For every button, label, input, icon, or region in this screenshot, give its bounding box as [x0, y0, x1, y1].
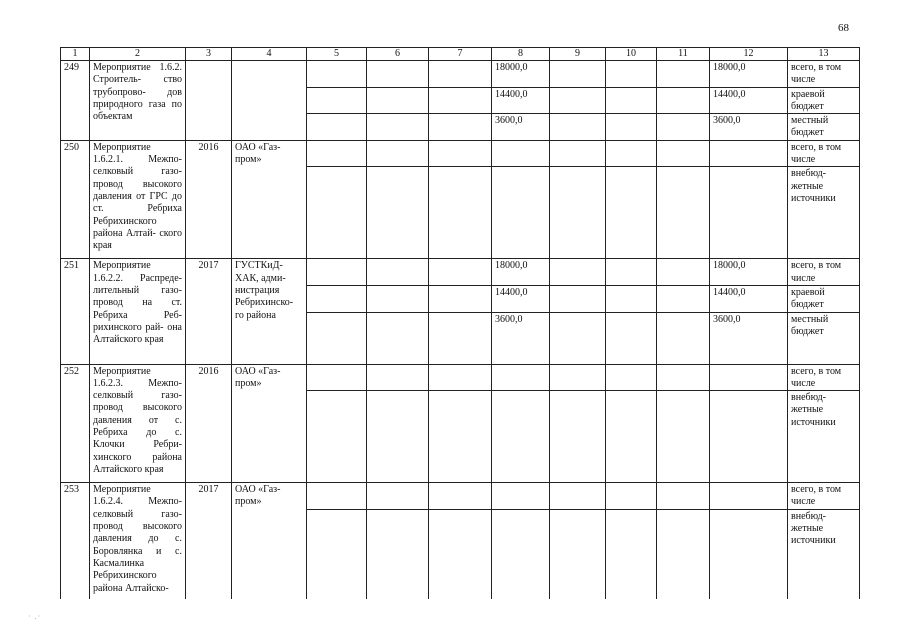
empty-cell	[550, 509, 606, 599]
value-col-12: 18000,0	[710, 259, 788, 286]
empty-cell	[550, 114, 606, 141]
col-header: 13	[788, 48, 860, 61]
empty-cell	[367, 140, 429, 167]
empty-cell	[550, 391, 606, 483]
measure-name: Мероприятие 1.6.2.1. Межпо- селковый газо- провод высокого давления от ГРС до ст. Ребриха Ребрихинского района Алтай- ского края	[90, 140, 186, 259]
empty-cell	[367, 114, 429, 141]
table-row	[61, 61, 860, 88]
empty-cell	[307, 483, 367, 510]
value-col-8	[492, 167, 550, 259]
empty-cell	[429, 285, 492, 312]
page-number: 68	[838, 22, 849, 34]
empty-cell	[367, 167, 429, 259]
empty-cell	[367, 285, 429, 312]
scan-artifact: · .·	[28, 612, 42, 621]
measure-year: 2017	[186, 259, 232, 364]
empty-cell	[657, 61, 710, 88]
empty-cell	[429, 312, 492, 364]
value-col-8: 14400,0	[492, 87, 550, 114]
empty-cell	[657, 167, 710, 259]
col-header: 10	[606, 48, 657, 61]
empty-cell	[367, 87, 429, 114]
funding-source: внебюд- жетные источники	[788, 391, 860, 483]
value-col-8: 3600,0	[492, 114, 550, 141]
empty-cell	[657, 114, 710, 141]
empty-cell	[657, 259, 710, 286]
col-header: 7	[429, 48, 492, 61]
empty-cell	[429, 483, 492, 510]
measure-executor: ОАО «Газ- пром»	[232, 364, 307, 483]
value-col-12	[710, 391, 788, 483]
empty-cell	[429, 509, 492, 599]
empty-cell	[606, 509, 657, 599]
col-header: 5	[307, 48, 367, 61]
value-col-8	[492, 140, 550, 167]
empty-cell	[367, 61, 429, 88]
empty-cell	[606, 61, 657, 88]
table-row	[61, 364, 860, 391]
value-col-12	[710, 167, 788, 259]
empty-cell	[657, 364, 710, 391]
empty-cell	[657, 285, 710, 312]
funding-source: краевой бюджет	[788, 285, 860, 312]
measure-name: Мероприятие 1.6.2.4. Межпо- селковый газо- провод высокого давления до с. Боровлянка и с. Касмалинка Ребрихинского района Алтайско-	[90, 483, 186, 599]
table-row	[61, 483, 860, 510]
header-row	[61, 48, 860, 61]
empty-cell	[307, 259, 367, 286]
empty-cell	[657, 312, 710, 364]
empty-cell	[606, 483, 657, 510]
funding-source: всего, в том числе	[788, 259, 860, 286]
empty-cell	[429, 364, 492, 391]
empty-cell	[367, 509, 429, 599]
empty-cell	[606, 114, 657, 141]
empty-cell	[307, 509, 367, 599]
empty-cell	[307, 140, 367, 167]
col-header: 6	[367, 48, 429, 61]
funding-source: всего, в том числе	[788, 140, 860, 167]
measure-year: 2017	[186, 483, 232, 599]
empty-cell	[307, 167, 367, 259]
value-col-12	[710, 509, 788, 599]
program-table	[60, 47, 860, 599]
empty-cell	[606, 140, 657, 167]
empty-cell	[657, 483, 710, 510]
empty-cell	[367, 259, 429, 286]
empty-cell	[606, 364, 657, 391]
empty-cell	[550, 140, 606, 167]
empty-cell	[606, 285, 657, 312]
empty-cell	[606, 87, 657, 114]
value-col-8: 3600,0	[492, 312, 550, 364]
funding-source: внебюд- жетные источники	[788, 509, 860, 599]
measure-executor: ОАО «Газ- пром»	[232, 140, 307, 259]
row-number: 253	[61, 483, 90, 599]
measure-name: Мероприятие 1.6.2. Строитель- ство трубопрово- дов природного газа по объектам	[90, 61, 186, 141]
empty-cell	[307, 364, 367, 391]
empty-cell	[429, 167, 492, 259]
value-col-12	[710, 483, 788, 510]
empty-cell	[550, 312, 606, 364]
empty-cell	[307, 87, 367, 114]
empty-cell	[367, 312, 429, 364]
empty-cell	[307, 114, 367, 141]
table-row	[61, 259, 860, 286]
empty-cell	[550, 167, 606, 259]
col-header: 4	[232, 48, 307, 61]
measure-executor	[232, 61, 307, 141]
col-header: 8	[492, 48, 550, 61]
empty-cell	[550, 483, 606, 510]
value-col-12	[710, 140, 788, 167]
funding-source: местный бюджет	[788, 114, 860, 141]
funding-source: всего, в том числе	[788, 364, 860, 391]
empty-cell	[550, 364, 606, 391]
empty-cell	[657, 509, 710, 599]
value-col-8	[492, 391, 550, 483]
empty-cell	[606, 312, 657, 364]
value-col-8: 18000,0	[492, 259, 550, 286]
value-col-12: 14400,0	[710, 87, 788, 114]
value-col-8	[492, 509, 550, 599]
empty-cell	[307, 285, 367, 312]
empty-cell	[367, 483, 429, 510]
empty-cell	[307, 391, 367, 483]
value-col-12: 3600,0	[710, 312, 788, 364]
empty-cell	[307, 61, 367, 88]
value-col-8	[492, 483, 550, 510]
empty-cell	[550, 87, 606, 114]
value-col-12	[710, 364, 788, 391]
empty-cell	[429, 259, 492, 286]
col-header: 1	[61, 48, 90, 61]
row-number: 249	[61, 61, 90, 141]
empty-cell	[550, 259, 606, 286]
value-col-12: 14400,0	[710, 285, 788, 312]
empty-cell	[606, 259, 657, 286]
measure-name: Мероприятие 1.6.2.3. Межпо- селковый газо- провод высокого давления от с. Ребриха до с. Клочки Ребри- хинского района Алтайского края	[90, 364, 186, 483]
measure-executor: ОАО «Газ- пром»	[232, 483, 307, 599]
empty-cell	[367, 364, 429, 391]
funding-source: всего, в том числе	[788, 483, 860, 510]
empty-cell	[606, 391, 657, 483]
empty-cell	[550, 61, 606, 88]
funding-source: местный бюджет	[788, 312, 860, 364]
row-number: 251	[61, 259, 90, 364]
table-row	[61, 140, 860, 167]
col-header: 12	[710, 48, 788, 61]
measure-executor: ГУСТКиД- ХАК, адми- нистрация Ребрихинско- го района	[232, 259, 307, 364]
row-number: 252	[61, 364, 90, 483]
empty-cell	[657, 87, 710, 114]
funding-source: краевой бюджет	[788, 87, 860, 114]
funding-source: внебюд- жетные источники	[788, 167, 860, 259]
measure-year: 2016	[186, 364, 232, 483]
empty-cell	[550, 285, 606, 312]
col-header: 2	[90, 48, 186, 61]
empty-cell	[367, 391, 429, 483]
value-col-8: 14400,0	[492, 285, 550, 312]
empty-cell	[429, 87, 492, 114]
funding-source: всего, в том числе	[788, 61, 860, 88]
value-col-12: 3600,0	[710, 114, 788, 141]
empty-cell	[657, 140, 710, 167]
col-header: 11	[657, 48, 710, 61]
empty-cell	[429, 61, 492, 88]
value-col-8	[492, 364, 550, 391]
empty-cell	[657, 391, 710, 483]
value-col-12: 18000,0	[710, 61, 788, 88]
measure-name: Мероприятие 1.6.2.2. Распреде- лительный газо- провод на ст. Ребриха Реб- рихинского рай- она Алтайского края	[90, 259, 186, 364]
empty-cell	[429, 140, 492, 167]
empty-cell	[606, 167, 657, 259]
row-number: 250	[61, 140, 90, 259]
measure-year: 2016	[186, 140, 232, 259]
measure-year	[186, 61, 232, 141]
empty-cell	[429, 391, 492, 483]
document-table-frame	[60, 47, 860, 599]
empty-cell	[307, 312, 367, 364]
value-col-8: 18000,0	[492, 61, 550, 88]
empty-cell	[429, 114, 492, 141]
col-header: 3	[186, 48, 232, 61]
col-header: 9	[550, 48, 606, 61]
